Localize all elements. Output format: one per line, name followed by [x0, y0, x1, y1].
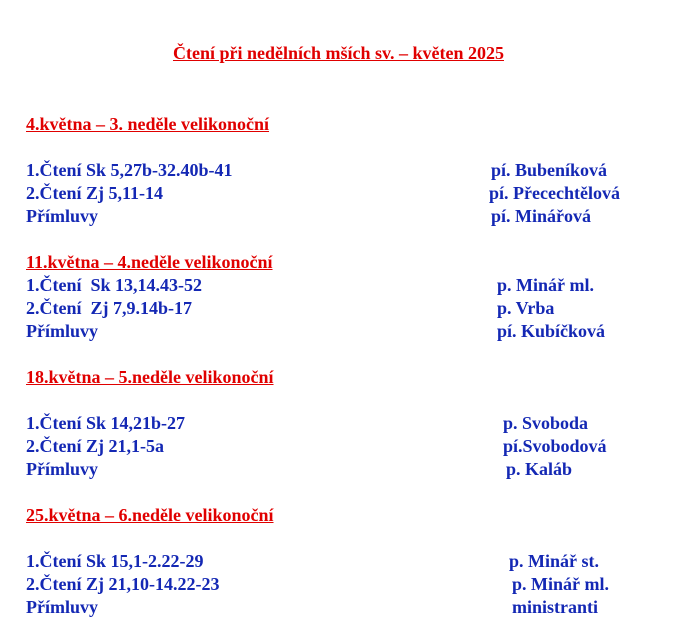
- sunday-heading: 11.května – 4.neděle velikonoční: [26, 252, 273, 272]
- reader-name: p. Minář st.: [509, 551, 599, 571]
- sunday-heading: 25.května – 6.neděle velikonoční: [26, 505, 274, 525]
- reader-name: pí. Přecechtělová: [489, 183, 620, 203]
- reader-name: ministranti: [512, 597, 599, 617]
- reading-label: 2.Čtení Zj 21,1-5a: [26, 436, 164, 456]
- reading-label: 1.Čtení Sk 13,14.43-52: [26, 275, 203, 295]
- page-title: Čtení při nedělních mších sv. – květen 2025: [172, 43, 504, 63]
- reading-label: Přímluvy: [26, 206, 98, 226]
- reading-label: 2.Čtení Zj 5,11-14: [26, 183, 163, 203]
- reading-label: 1.Čtení Sk 14,21b-27: [26, 413, 186, 433]
- reader-name: p. Vrba: [497, 298, 555, 318]
- sunday-heading: 18.května – 5.neděle velikonoční: [26, 367, 274, 387]
- reading-label: 1.Čtení Sk 5,27b-32.40b-41: [26, 160, 233, 180]
- reading-label: 1.Čtení Sk 15,1-2.22-29: [26, 551, 204, 571]
- reading-label: Přímluvy: [26, 459, 98, 479]
- reader-name: pí. Kubíčková: [497, 321, 606, 341]
- reading-label: Přímluvy: [26, 321, 98, 341]
- reading-label: 2.Čtení Zj 21,10-14.22-23: [26, 574, 220, 594]
- reader-name: p. Minář ml.: [497, 275, 594, 295]
- reading-label: 2.Čtení Zj 7,9.14b-17: [26, 298, 192, 318]
- reader-name: pí. Bubeníková: [491, 160, 608, 180]
- reading-label: Přímluvy: [26, 597, 98, 617]
- sunday-heading: 4.května – 3. neděle velikonoční: [26, 114, 270, 134]
- reader-name: p. Kaláb: [506, 459, 573, 479]
- reader-name: pí. Minářová: [491, 206, 592, 226]
- reader-name: p. Svoboda: [503, 413, 589, 433]
- reader-name: p. Minář ml.: [512, 574, 609, 594]
- reader-name: pí.Svobodová: [503, 436, 607, 456]
